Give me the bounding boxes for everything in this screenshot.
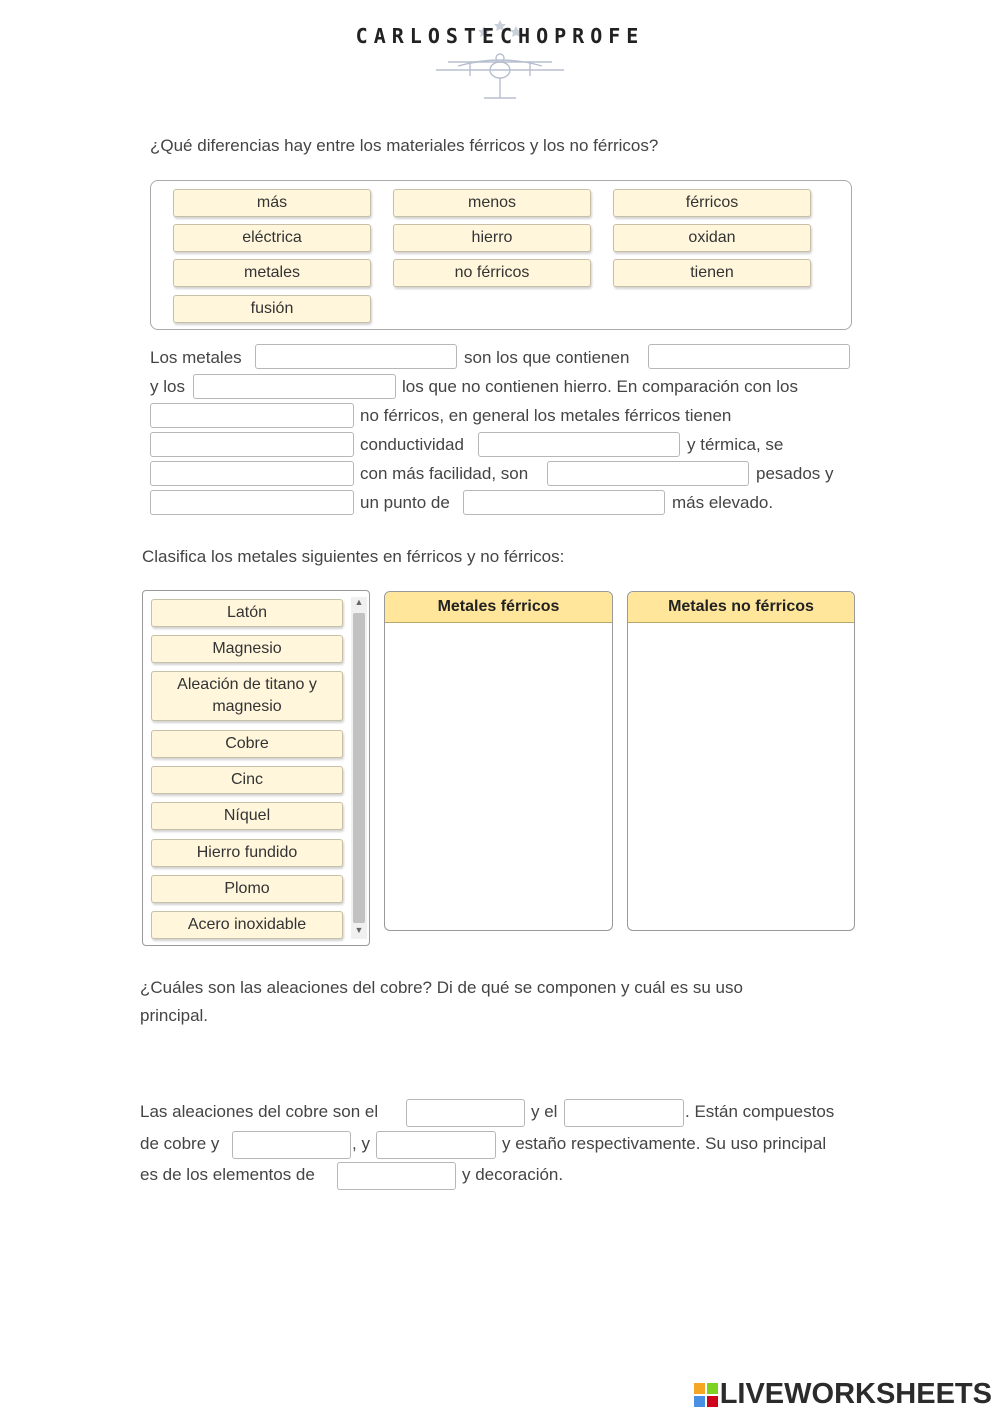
para-text: no férricos, en general los metales férricos tienen xyxy=(360,406,732,425)
word-chip[interactable]: férricos xyxy=(613,189,811,217)
para-text: y estaño respectivamente. Su uso principal xyxy=(502,1134,827,1153)
para-text: de cobre y xyxy=(140,1134,220,1153)
para-text: y los xyxy=(150,377,185,396)
para-text: un punto de xyxy=(360,493,450,512)
text-input-blank[interactable] xyxy=(232,1131,351,1159)
para-text: con más facilidad, son xyxy=(360,464,529,483)
para-text: es de los elementos de xyxy=(140,1165,315,1184)
question-copper-alloys-cont: principal. xyxy=(140,1006,209,1025)
brand-logo-text: CARLOSTECHOPROFE xyxy=(355,24,645,48)
text-input-blank[interactable] xyxy=(406,1099,525,1127)
drop-zone-ferrous[interactable] xyxy=(384,591,613,931)
text-input-blank[interactable] xyxy=(564,1099,684,1127)
drop-zone-title: Metales no férricos xyxy=(628,592,854,623)
word-chip[interactable]: no férricos xyxy=(393,259,591,287)
para-text: y el xyxy=(531,1102,558,1121)
text-input-blank[interactable] xyxy=(337,1162,456,1190)
drop-blank[interactable] xyxy=(193,374,396,399)
drop-blank[interactable] xyxy=(255,344,457,369)
para-text: y térmica, se xyxy=(687,435,784,454)
drag-item[interactable]: Cobre xyxy=(151,730,343,758)
question-copper-alloys: ¿Cuáles son las aleaciones del cobre? Di de qué se componen y cuál es su uso xyxy=(140,978,743,997)
drag-item[interactable]: Acero inoxidable xyxy=(151,911,343,939)
drop-blank[interactable] xyxy=(150,403,354,428)
question-classify-metals: Clasifica los metales siguientes en férricos y no férricos: xyxy=(142,547,565,566)
scrollbar-thumb[interactable] xyxy=(353,613,365,923)
para-text: Las aleaciones del cobre son el xyxy=(140,1102,379,1121)
para-text: pesados y xyxy=(756,464,834,483)
word-chip[interactable]: oxidan xyxy=(613,224,811,252)
drop-blank[interactable] xyxy=(648,344,850,369)
para-text: . Están compuestos xyxy=(685,1102,835,1121)
para-text: , y xyxy=(352,1134,370,1153)
drop-blank[interactable] xyxy=(478,432,680,457)
drop-blank[interactable] xyxy=(150,490,354,515)
para-text: son los que contienen xyxy=(464,348,630,367)
drag-item[interactable]: Magnesio xyxy=(151,635,343,663)
liveworksheets-icon xyxy=(694,1383,718,1407)
drag-item[interactable]: Plomo xyxy=(151,875,343,903)
drop-blank[interactable] xyxy=(463,490,665,515)
para-text: y decoración. xyxy=(462,1165,564,1184)
drag-item[interactable]: Latón xyxy=(151,599,343,627)
draggable-items-list xyxy=(142,590,370,946)
drop-blank[interactable] xyxy=(150,461,354,486)
word-bank xyxy=(150,180,852,330)
scroll-down-icon[interactable]: ▼ xyxy=(354,925,364,935)
para-text: conductividad xyxy=(360,435,464,454)
question-ferrous-differences: ¿Qué diferencias hay entre los materiales férricos y los no férricos? xyxy=(150,136,659,155)
liveworksheets-logo xyxy=(694,1378,992,1411)
para-text: Los metales xyxy=(150,348,242,367)
word-chip[interactable]: tienen xyxy=(613,259,811,287)
drop-zone-title: Metales férricos xyxy=(385,592,612,623)
para-text: más elevado. xyxy=(672,493,774,512)
word-chip[interactable]: hierro xyxy=(393,224,591,252)
word-chip[interactable]: fusión xyxy=(173,295,371,323)
drag-item[interactable]: Aleación de titano y magnesio xyxy=(151,671,343,721)
scroll-up-icon[interactable]: ▲ xyxy=(354,597,364,607)
drop-blank[interactable] xyxy=(150,432,354,457)
drag-item[interactable]: Cinc xyxy=(151,766,343,794)
para-text: los que no contienen hierro. En comparación con los xyxy=(402,377,798,396)
text-input-blank[interactable] xyxy=(376,1131,496,1159)
liveworksheets-brand-text: LIVEWORKSHEETS xyxy=(719,1378,992,1410)
drop-zone-non-ferrous[interactable] xyxy=(627,591,855,931)
word-chip[interactable]: eléctrica xyxy=(173,224,371,252)
drag-item[interactable]: Níquel xyxy=(151,802,343,830)
word-chip[interactable]: metales xyxy=(173,259,371,287)
drop-blank[interactable] xyxy=(547,461,749,486)
drag-item[interactable]: Hierro fundido xyxy=(151,839,343,867)
word-chip[interactable]: más xyxy=(173,189,371,217)
word-chip[interactable]: menos xyxy=(393,189,591,217)
